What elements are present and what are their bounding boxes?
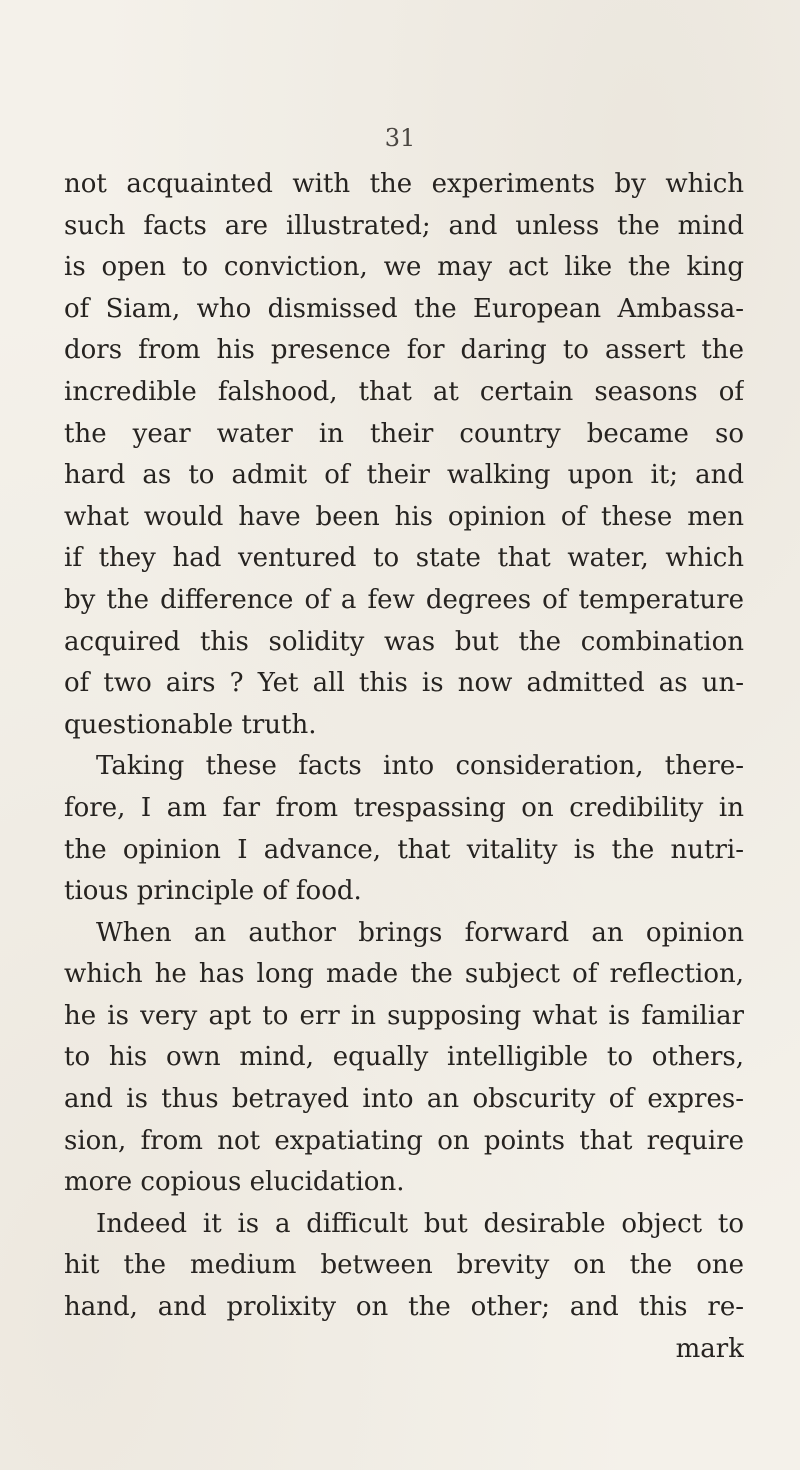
text-line: tious principle of food.: [64, 876, 362, 907]
page-number: 31: [384, 124, 416, 152]
text-line: is open to conviction, we may act like the king: [64, 252, 744, 283]
text-line: Indeed it is a difficult but desirable object to: [96, 1208, 744, 1239]
text-line: what would have been his opinion of these men: [64, 501, 744, 532]
text-line: fore, I am far from trespassing on credibility in: [64, 792, 744, 823]
text-line: to his own mind, equally intelligible to others,: [64, 1042, 744, 1073]
text-line: the year water in their country became so: [64, 418, 744, 449]
text-line: acquired this solidity was but the combination: [64, 626, 744, 657]
text-line: hard as to admit of their walking upon it; and: [64, 460, 744, 491]
catchword: mark: [675, 1333, 744, 1364]
text-line: Taking these facts into consideration, there-: [96, 751, 744, 782]
text-line: and is thus betrayed into an obscurity of expres-: [64, 1084, 744, 1115]
text-line: hand, and prolixity on the other; and this re-: [64, 1292, 744, 1323]
text-line: sion, from not expatiating on points that require: [64, 1125, 744, 1156]
body-text: [64, 164, 744, 1370]
text-line: the opinion I advance, that vitality is the nutri-: [64, 834, 744, 865]
text-line: which he has long made the subject of reflection,: [64, 959, 744, 990]
text-line: more copious elucidation.: [64, 1167, 405, 1198]
text-line: questionable truth.: [64, 709, 317, 740]
text-line: such facts are illustrated; and unless the mind: [64, 210, 744, 241]
text-line: by the difference of a few degrees of temperature: [64, 584, 744, 615]
text-line: dors from his presence for daring to assert the: [64, 335, 744, 366]
text-line: When an author brings forward an opinion: [96, 917, 744, 948]
text-line: if they had ventured to state that water, which: [64, 543, 744, 574]
text-line: of Siam, who dismissed the European Ambassa-: [64, 293, 744, 324]
text-line: hit the medium between brevity on the one: [64, 1250, 744, 1281]
text-line: of two airs ? Yet all this is now admitted as un-: [64, 668, 744, 699]
text-line: not acquainted with the experiments by which: [64, 169, 744, 199]
text-line: he is very apt to err in supposing what is familiar: [64, 1000, 744, 1031]
text-line: incredible falshood, that at certain seasons of: [64, 376, 744, 407]
